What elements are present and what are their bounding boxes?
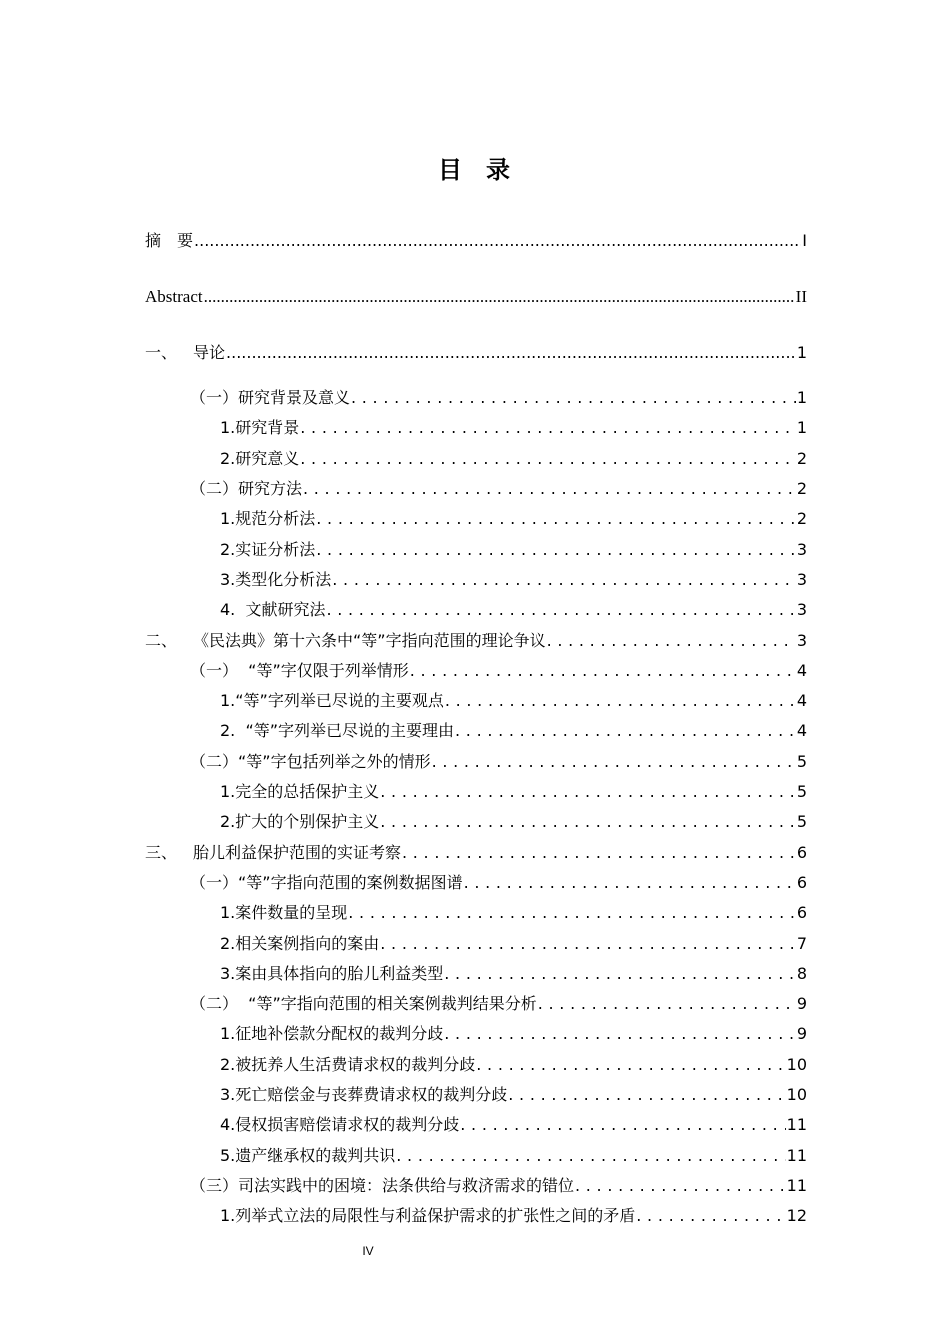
leader-dots [464,870,796,896]
leader-dots [351,385,796,411]
toc-entry-label: 2.扩大的个别保护主义 [220,812,380,831]
toc-entry-page: 4 [796,691,807,710]
toc-entry-subsection[interactable] [220,1021,807,1047]
toc-entry-label: 导论 [193,343,226,362]
toc-entry-chapter-1[interactable] [145,340,807,366]
toc-entry-page: 2 [796,449,807,468]
toc-entry-subsection[interactable] [220,506,807,532]
leader-dots [508,1082,785,1108]
toc-entry-label: 2.被抚养人生活费请求权的裁判分歧 [220,1055,476,1074]
leader-dots [380,779,796,805]
toc-entry-subsection[interactable] [220,779,807,805]
toc-entry-page: 6 [796,903,807,922]
toc-entry-page: 5 [796,782,807,801]
toc-entry-page: 1 [796,418,807,437]
toc-entry-label: 1.“等”字列举已尽说的主要观点 [220,691,444,710]
toc-entry-label: Abstract [145,287,203,306]
toc-entry-subsection[interactable] [220,1203,807,1229]
toc-entry-page: 8 [796,964,807,983]
toc-entry-label: 3.类型化分析法 [220,570,332,589]
toc-entry-page: 4 [796,721,807,740]
leader-dots [636,1203,785,1229]
toc-entry-label: （三）司法实践中的困境：法条供给与救济需求的错位 [190,1176,575,1195]
toc-entry-page: 2 [796,509,807,528]
leader-dots [348,900,796,926]
toc-entry-subsection[interactable] [220,1143,807,1169]
leader-dots [575,1173,786,1199]
toc-entry-label: 3.死亡赔偿金与丧葬费请求权的裁判分歧 [220,1085,508,1104]
toc-entry-section[interactable] [190,870,807,896]
toc-entry-label: （二）“等”字包括列举之外的情形 [190,752,431,771]
leader-dots [303,476,796,502]
toc-entry-page: II [795,287,807,306]
toc-entry-page: 11 [786,1115,807,1134]
toc-entry-label: 2.研究意义 [220,449,300,468]
toc-entry-chapter-2[interactable] [145,628,807,654]
toc-entry-page: 11 [786,1146,807,1165]
toc-entry-page: 10 [786,1055,807,1074]
toc-entry-page: 5 [796,812,807,831]
toc-entry-subsection[interactable] [220,718,807,744]
toc-entry-section[interactable] [190,658,807,684]
leader-dots [396,1143,785,1169]
toc-entry-label: 1.研究背景 [220,418,300,437]
toc-entry-label: 1.征地补偿款分配权的裁判分歧 [220,1024,444,1043]
page-number: IV [362,1244,374,1258]
toc-entry-label: （一）研究背景及意义 [190,388,351,407]
toc-entry-page: 2 [796,479,807,498]
toc-entry-page: 5 [796,752,807,771]
page-title: 目 录 [438,156,512,184]
leader-dots [547,628,796,654]
toc-entry-page: 1 [796,343,807,362]
toc-entry-subsection[interactable] [220,1112,807,1138]
leader-dots [460,1112,785,1138]
toc-entry-abstract-en[interactable] [145,284,807,310]
toc-entry-page: 7 [796,934,807,953]
toc-entry-label: （二） “等”字指向范围的相关案例裁判结果分析 [190,994,537,1013]
toc-entry-section[interactable] [190,749,807,775]
toc-entry-subsection[interactable] [220,1052,807,1078]
toc-entry-page: 6 [796,873,807,892]
leader-dots [402,840,796,866]
leader-dots [332,567,796,593]
leader-dots [444,1021,796,1047]
toc-entry-section[interactable] [190,476,807,502]
leader-dots [444,961,796,987]
toc-entry-label: （一） “等”字仅限于列举情形 [190,661,409,680]
toc-entry-section[interactable] [190,991,807,1017]
toc-entry-label: 胎儿利益保护范围的实证考察 [193,843,402,862]
toc-entry-subsection[interactable] [220,688,807,714]
toc-entry-subsection[interactable] [220,446,807,472]
leader-dots [204,284,795,310]
leader-dots [445,688,796,714]
leader-dots [380,809,796,835]
toc-entry-subsection[interactable] [220,809,807,835]
toc-entry-page: 12 [786,1206,807,1225]
toc-entry-label: 1.列举式立法的局限性与利益保护需求的扩张性之间的矛盾 [220,1206,636,1225]
toc-entry-label: 2.实证分析法 [220,540,316,559]
toc-entry-page: 3 [796,540,807,559]
toc-entry-chapter-3[interactable] [145,840,807,866]
leader-dots [410,658,796,684]
toc-entry-page: 3 [796,631,807,650]
leader-dots [538,991,796,1017]
toc-entry-label: 4.侵权损害赔偿请求权的裁判分歧 [220,1115,460,1134]
toc-entry-page: 3 [796,570,807,589]
toc-entry-section[interactable] [190,1173,807,1199]
chapter-number: 一、 [145,343,178,362]
toc-entry-label: 4. 文献研究法 [220,600,326,619]
toc-entry-label: 1.完全的总括保护主义 [220,782,380,801]
leader-dots [476,1052,785,1078]
leader-dots [316,537,796,563]
leader-dots [455,718,796,744]
toc-entry-subsection[interactable] [220,415,807,441]
leader-dots [300,415,796,441]
leader-dots [380,931,796,957]
leader-dots [432,749,796,775]
toc-entry-page: 9 [796,994,807,1013]
toc-entry-subsection[interactable] [220,900,807,926]
leader-dots [316,506,796,532]
toc-entry-page: 3 [796,600,807,619]
toc-entry-abstract-cn[interactable] [145,228,807,254]
toc-entry-subsection[interactable] [220,931,807,957]
toc-entry-label: 1.规范分析法 [220,509,316,528]
toc-entry-page: 9 [796,1024,807,1043]
toc-entry-label: 2.相关案例指向的案由 [220,934,380,953]
toc-entry-subsection[interactable] [220,597,807,623]
leader-dots [194,228,801,254]
leader-dots [226,340,796,366]
toc-entry-subsection[interactable] [220,567,807,593]
toc-entry-subsection[interactable] [220,537,807,563]
toc-entry-page: I [802,231,807,250]
toc-entry-label: 1.案件数量的呈现 [220,903,348,922]
leader-dots [300,446,796,472]
toc-entry-page: 4 [796,661,807,680]
toc-entry-label: （一）“等”字指向范围的案例数据图谱 [190,873,463,892]
chapter-number: 二、 [145,631,178,650]
toc-entry-label: 摘 要 [145,231,194,250]
leader-dots [326,597,795,623]
chapter-number: 三、 [145,843,178,862]
toc-entry-section[interactable] [190,385,807,411]
toc-entry-label: 2. “等”字列举已尽说的主要理由 [220,721,455,740]
toc-entry-page: 1 [796,388,807,407]
toc-entry-subsection[interactable] [220,1082,807,1108]
toc-entry-page: 11 [786,1176,807,1195]
toc-entry-page: 6 [796,843,807,862]
toc-entry-subsection[interactable] [220,961,807,987]
toc-entry-label: 《民法典》第十六条中“等”字指向范围的理论争议 [193,631,546,650]
toc-entry-label: 5.遗产继承权的裁判共识 [220,1146,396,1165]
toc-entry-page: 10 [786,1085,807,1104]
toc-entry-label: （二）研究方法 [190,479,303,498]
toc-entry-label: 3.案由具体指向的胎儿利益类型 [220,964,444,983]
